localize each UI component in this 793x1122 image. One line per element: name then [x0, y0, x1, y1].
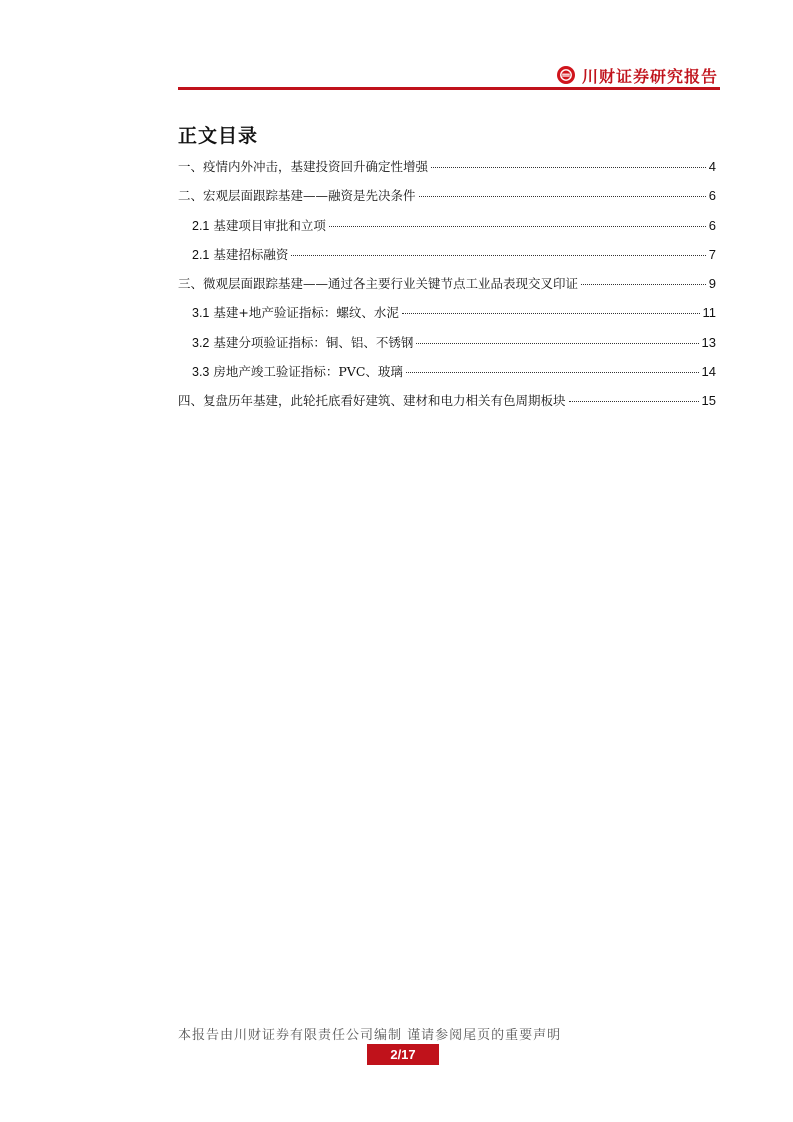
- toc-entry-text: 基建+地产验证指标：螺纹、水泥: [213, 305, 399, 321]
- toc-entry-page: 11: [702, 305, 716, 321]
- toc-entry-2-1b[interactable]: [178, 240, 716, 269]
- toc-entry-number: 2.1: [192, 218, 210, 233]
- toc-leader-dots: [406, 372, 699, 373]
- company-logo-icon: [557, 66, 575, 84]
- toc-entry-2-1a[interactable]: [178, 211, 716, 240]
- footer-disclaimer: 本报告由川财证券有限责任公司编制 谨请参阅尾页的重要声明: [178, 1028, 562, 1043]
- toc-entry-page: 9: [708, 276, 716, 292]
- toc-entry-label: 一、疫情内外冲击，基建投资回升确定性增强: [178, 159, 429, 174]
- toc-entry-3-1[interactable]: [178, 298, 716, 327]
- toc-entry-label: 二、宏观层面跟踪基建——融资是先决条件: [178, 188, 416, 204]
- toc-entry-number: 3.3: [192, 365, 210, 380]
- toc-entry-3[interactable]: [178, 269, 716, 298]
- toc-entry-number: 2.1: [192, 247, 210, 262]
- toc-entry-label: 四、复盘历年基建，此轮托底看好建筑、建材和电力相关有色周期板块: [178, 393, 566, 409]
- toc-entry-page: 4: [708, 159, 716, 174]
- toc-entry-label: [192, 240, 288, 270]
- toc-leader-dots: [291, 255, 705, 256]
- toc-entry-text: 基建分项验证指标：铜、铝、不锈钢: [213, 334, 414, 350]
- toc-entry-label: [192, 328, 413, 358]
- toc-entry-page: 6: [708, 188, 716, 204]
- toc-entry-page: 7: [708, 246, 716, 262]
- toc-title: 正文目录: [178, 125, 259, 147]
- toc-entry-label: [192, 298, 399, 328]
- toc-entry-3-2[interactable]: [178, 328, 716, 357]
- toc-entry-text: 基建招标融资: [213, 246, 289, 262]
- toc-leader-dots: [581, 284, 706, 285]
- toc-leader-dots: [569, 401, 699, 402]
- header-divider: [178, 87, 720, 90]
- toc-leader-dots: [419, 196, 706, 197]
- table-of-contents: [178, 152, 716, 416]
- toc-entry-4[interactable]: [178, 386, 716, 415]
- toc-entry-number: 3.1: [192, 306, 210, 321]
- toc-leader-dots: [329, 226, 706, 227]
- brand-name: 川财证券研究报告: [581, 66, 718, 86]
- toc-entry-label: [192, 211, 326, 241]
- toc-leader-dots: [431, 167, 706, 168]
- toc-entry-label: [192, 357, 403, 387]
- toc-entry-text: 房地产竣工验证指标：PVC、玻璃: [213, 364, 403, 380]
- report-header: [557, 64, 718, 86]
- toc-entry-page: 13: [701, 334, 716, 350]
- page-number-badge: 2/17: [367, 1044, 439, 1065]
- toc-entry-label: 三、微观层面跟踪基建——通过各主要行业关键节点工业品表现交叉印证: [178, 276, 579, 292]
- toc-entry-1[interactable]: [178, 152, 716, 181]
- toc-entry-text: 基建项目审批和立项: [213, 217, 326, 233]
- toc-entry-page: 15: [701, 393, 716, 409]
- toc-entry-number: 3.2: [192, 335, 210, 350]
- toc-entry-page: 14: [701, 364, 716, 380]
- toc-leader-dots: [416, 343, 698, 344]
- toc-entry-2[interactable]: [178, 181, 716, 210]
- toc-leader-dots: [402, 313, 700, 314]
- toc-entry-page: 6: [708, 217, 716, 233]
- toc-entry-3-3[interactable]: [178, 357, 716, 386]
